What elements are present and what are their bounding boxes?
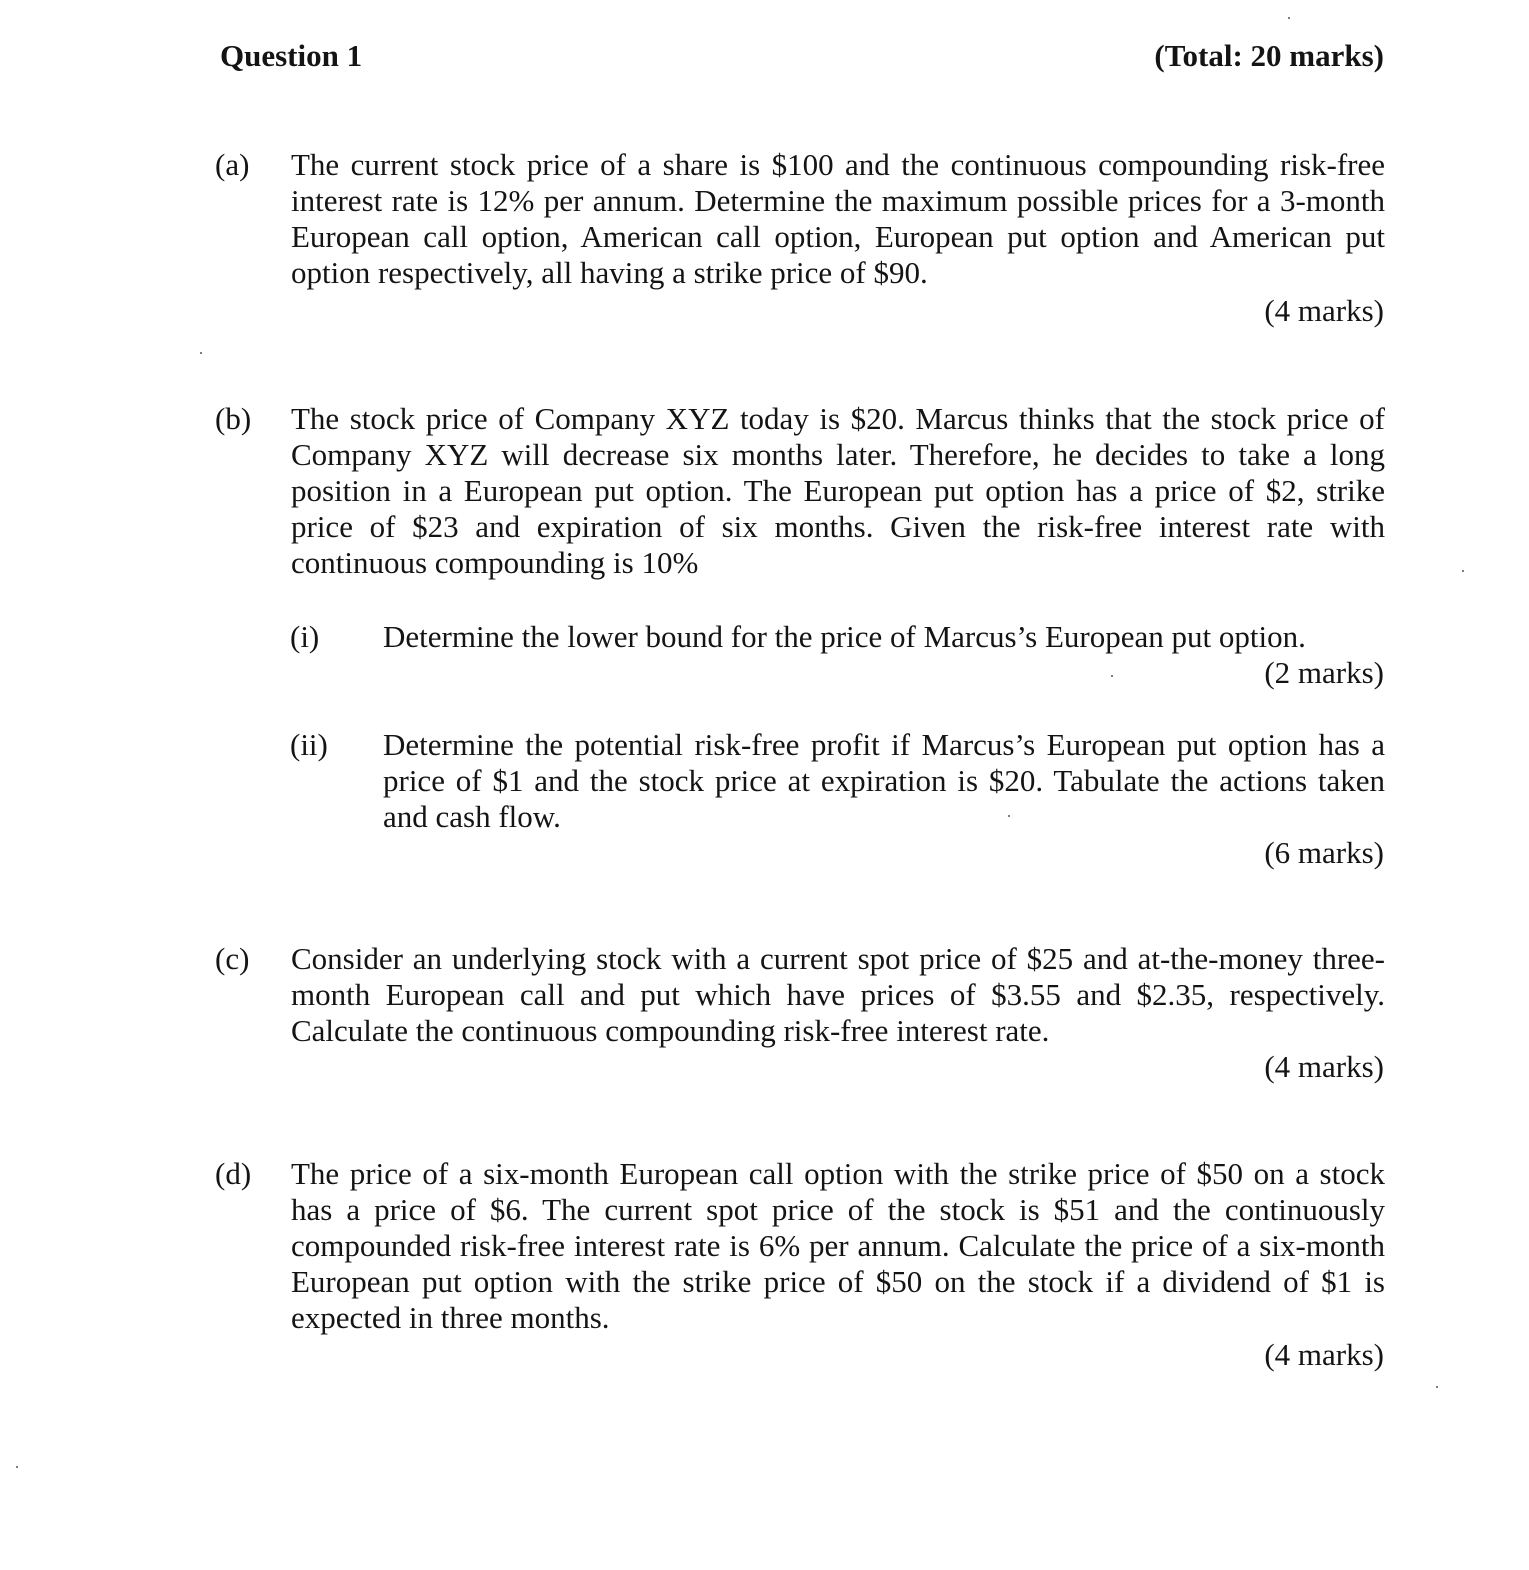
scan-speck (1111, 675, 1113, 677)
part-a-text: The current stock price of a share is $100 and the continuous compounding risk-free interest rate is 12% per annum. Determine the maximum possible prices for a 3-month European call option, American call option, European put option and American put option respectively, all having a strike price of $90. (291, 147, 1385, 290)
part-b-ii-marks: (6 marks) (1264, 835, 1384, 870)
part-b-i-label: (i) (290, 619, 320, 654)
part-b-i-text: Determine the lower bound for the price of Marcus’s European put option. (383, 619, 1306, 654)
part-c-text: Consider an underlying stock with a current spot price of $25 and at-the-money three-month European call and put which have prices of $3.55 and $2.35, respectively. Calculate the continuous compounding risk-free interest rate. (291, 941, 1385, 1048)
part-c-marks: (4 marks) (1264, 1049, 1384, 1084)
scan-speck (16, 1466, 18, 1468)
part-d-label: (d) (215, 1156, 252, 1191)
part-b-text: The stock price of Company XYZ today is $20. Marcus thinks that the stock price of Company XYZ will decrease six months later. Therefore, he decides to take a long position in a European put option. The European put option has a price of $2, strike price of $23 and expiration of six months. Given the risk-free interest rate with continuous compounding is 10% (291, 401, 1385, 580)
scan-speck (1008, 815, 1010, 817)
part-b-i-marks: (2 marks) (1264, 655, 1384, 690)
question-header (220, 38, 1384, 78)
part-a-marks: (4 marks) (1264, 293, 1384, 328)
part-b-ii-text: Determine the potential risk-free profit if Marcus’s European put option has a price of $1 and the stock price at expiration is $20. Tabulate the actions taken and cash flow. (383, 727, 1385, 834)
scan-speck (1288, 17, 1290, 19)
part-a-label: (a) (215, 147, 250, 182)
scan-speck (1436, 1386, 1438, 1388)
question-total-marks: (Total: 20 marks) (1154, 38, 1384, 73)
part-b-ii-label: (ii) (290, 727, 328, 762)
scan-speck (200, 352, 202, 354)
part-b-label: (b) (215, 401, 252, 436)
question-title: Question 1 (220, 38, 363, 73)
scan-speck (1462, 570, 1464, 572)
part-d-marks: (4 marks) (1264, 1337, 1384, 1372)
part-c-label: (c) (215, 941, 250, 976)
part-d-text: The price of a six-month European call option with the strike price of $50 on a stock has a price of $6. The current spot price of the stock is $51 and the continuously compounded risk-free interest rate is 6% per annum. Calculate the price of a six-month European put option with the strike price of $50 on the stock if a dividend of $1 is expected in three months. (291, 1156, 1385, 1335)
